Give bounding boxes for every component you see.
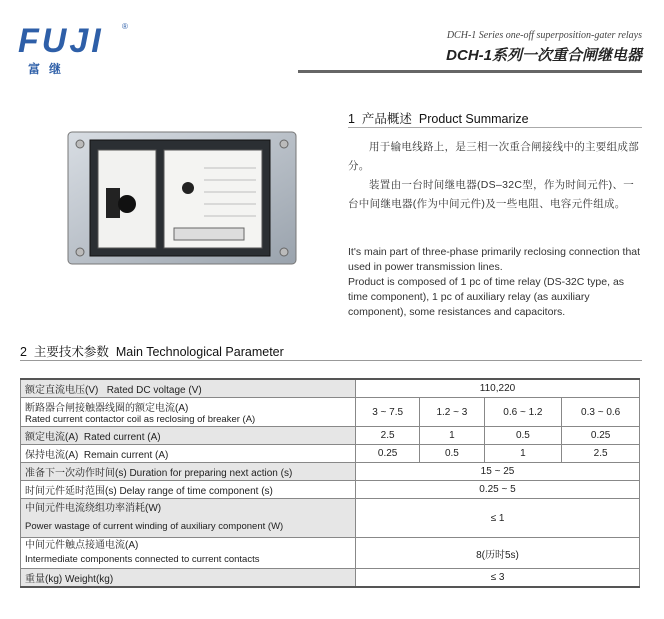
model-title: DCH-1系列一次重合闸继电器 <box>446 47 642 64</box>
table-row <box>21 499 640 538</box>
param-value: 3 ~ 7.5 <box>356 398 420 427</box>
param-value: 1 <box>484 445 562 463</box>
section1-heading <box>348 109 529 127</box>
table-row <box>21 538 640 569</box>
param-label: 中间元件触点接通电流(A) Intermediate components connected to current contacts <box>21 538 356 569</box>
param-value: ≤ 3 <box>356 569 640 588</box>
section1-title-en: Product Summarize <box>418 112 529 126</box>
summary-en-para1: It's main part of three-phase primarily reclosing connection that used in power transmission lines. <box>348 246 641 273</box>
table-row <box>21 445 640 463</box>
param-label: 中间元件电流绕组功率消耗(W) Power wastage of current winding of auxiliary component (W) <box>21 499 356 538</box>
section1-number: 1 <box>348 112 355 126</box>
relay-product-photo <box>64 128 300 268</box>
header-rule <box>298 70 642 73</box>
parameter-table <box>20 378 640 588</box>
param-label: 额定直流电压(V) Rated DC voltage (V) <box>21 379 356 398</box>
param-label: 准备下一次动作时间(s) Duration for preparing next action (s) <box>21 463 356 481</box>
logo-text: FUJI <box>18 22 104 60</box>
param-label: 保持电流(A) Remain current (A) <box>21 445 356 463</box>
summary-cn-para2: 装置由一台时间继电器(DS–32C型，作为时间元件)、一台中间继电器(作为中间元件)及一些电阻、电容元件组成。 <box>348 179 635 210</box>
param-value: 0.5 <box>484 427 562 445</box>
series-subtitle: DCH-1 Series one-off superposition-gater relays <box>446 30 642 41</box>
section2-title-en: Main Technological Parameter <box>115 345 284 359</box>
param-value: 2.5 <box>356 427 420 445</box>
param-value: ≤ 1 <box>356 499 640 538</box>
section1-rule <box>348 127 642 128</box>
param-value: 0.25 <box>562 427 640 445</box>
summary-english <box>348 245 644 320</box>
table-row <box>21 398 640 427</box>
param-value: 0.25 ~ 5 <box>356 481 640 499</box>
summary-en-para2: Product is composed of 1 pc of time relay (DS-32C type, as time component), 1 pc of auxiliary relay (as auxiliary component), some resistances and capacitors. <box>348 276 625 318</box>
param-value: 0.6 ~ 1.2 <box>484 398 562 427</box>
param-value: 1 <box>420 427 484 445</box>
param-label: 额定电流(A) Rated current (A) <box>21 427 356 445</box>
param-label: 重量(kg) Weight(kg) <box>21 569 356 588</box>
table-row <box>21 481 640 499</box>
summary-chinese <box>348 138 644 214</box>
param-value: 15 ~ 25 <box>356 463 640 481</box>
param-value: 0.25 <box>356 445 420 463</box>
table-row <box>21 379 640 398</box>
table-row <box>21 463 640 481</box>
param-value: 2.5 <box>562 445 640 463</box>
section1-title-cn: 产品概述 <box>361 112 412 126</box>
param-label: 时间元件延时范围(s) Delay range of time component (s) <box>21 481 356 499</box>
fuji-logo <box>18 24 128 74</box>
table-row <box>21 569 640 588</box>
section2-heading <box>20 342 284 360</box>
registered-mark: ® <box>122 22 128 31</box>
table-row <box>21 427 640 445</box>
logo-chinese: 富继 <box>28 62 71 76</box>
param-label: 断路器合闸接触器线圈的额定电流(A) Rated current contactor coil as reclosing of breaker (A) <box>21 398 356 427</box>
param-value: 0.3 ~ 0.6 <box>562 398 640 427</box>
section2-title-cn: 主要技术参数 <box>33 345 109 359</box>
section2-number: 2 <box>20 345 27 359</box>
param-value: 8(历时5s) <box>356 538 640 569</box>
summary-cn-para1: 用于输电线路上，是三相一次重合闸接线中的主要组成部分。 <box>348 141 639 172</box>
param-value: 110,220 <box>356 379 640 398</box>
param-value: 0.5 <box>420 445 484 463</box>
section2-rule <box>20 360 642 361</box>
param-value: 1.2 ~ 3 <box>420 398 484 427</box>
